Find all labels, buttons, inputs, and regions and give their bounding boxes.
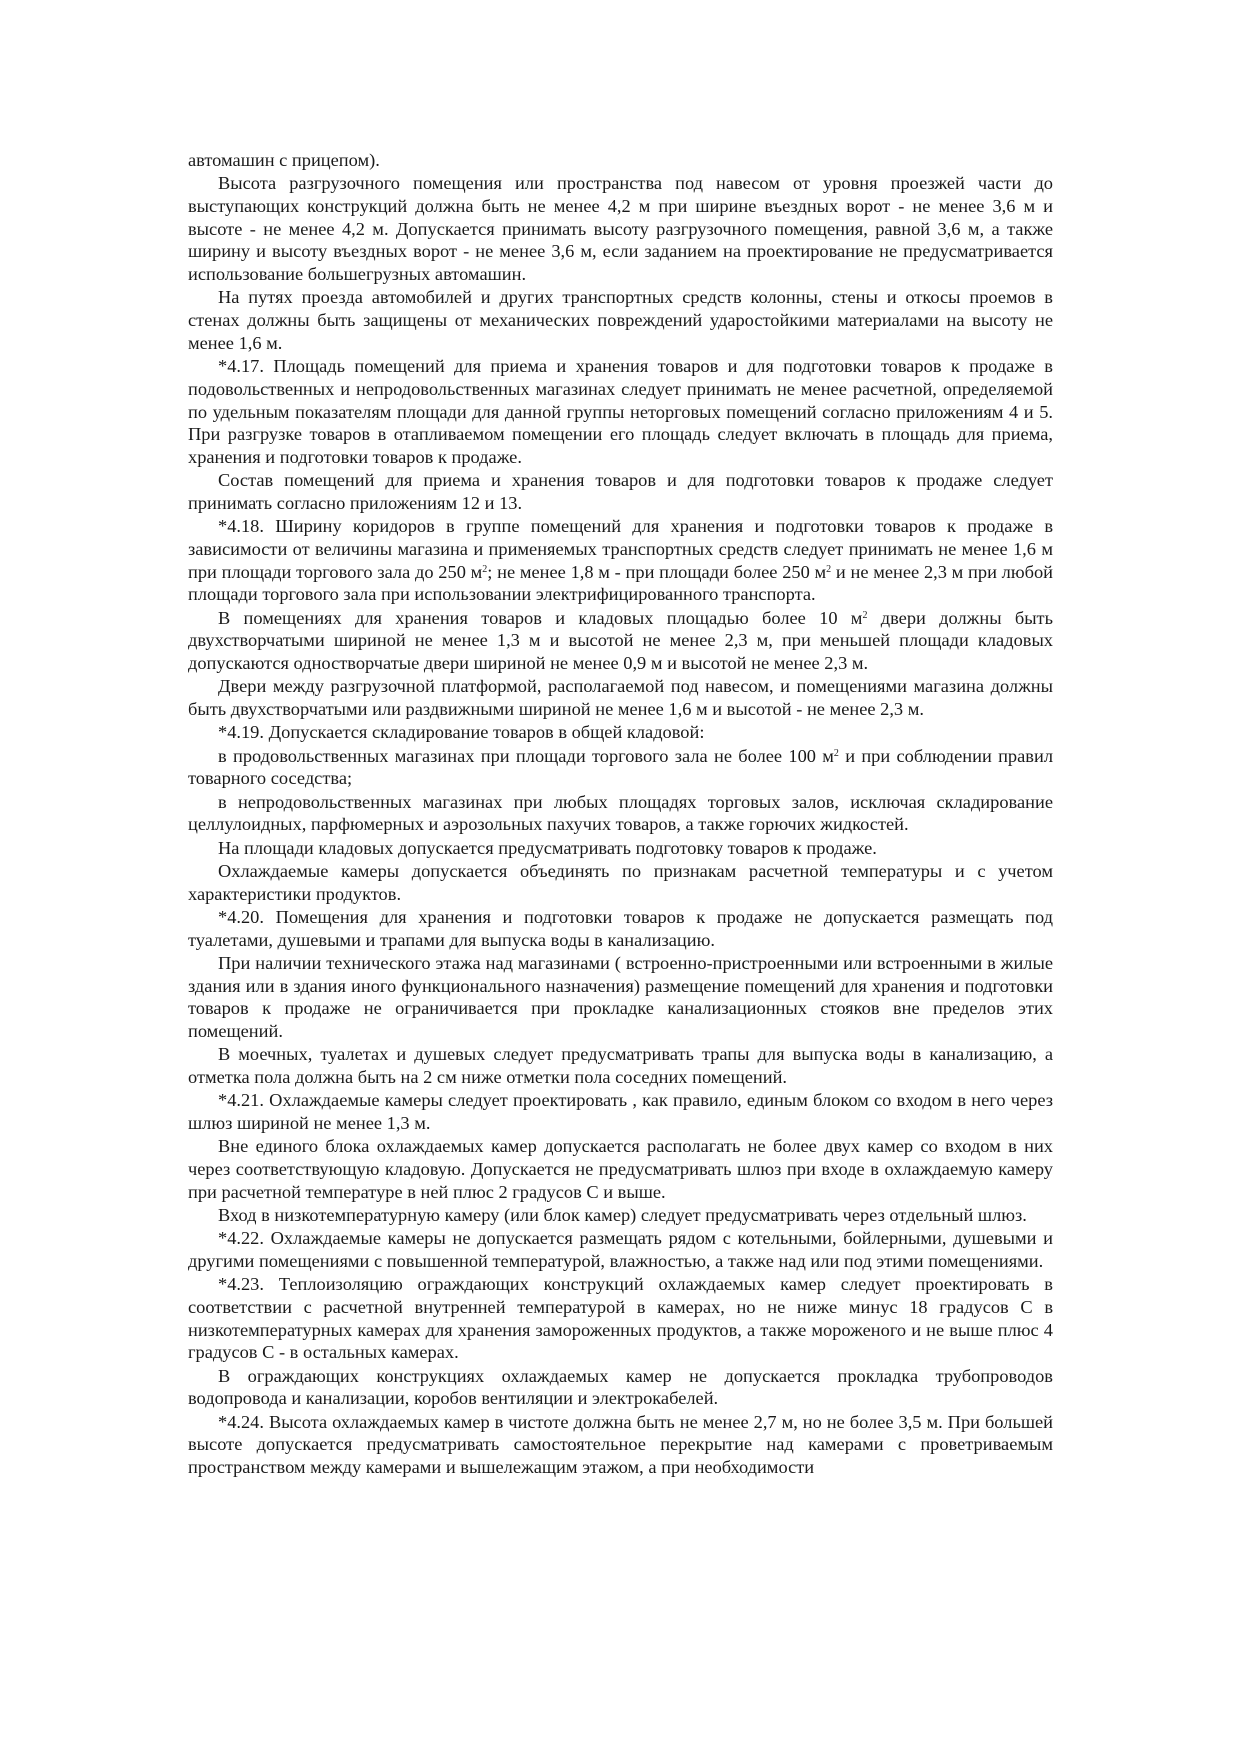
text-segment: в продовольственных магазинах при площади торгового зала не более 100 м [218,745,834,766]
text-segment: В моечных, туалетах и душевых следует предусматривать трапы для выпуска воды в канализацию, а отметка пола должна быть на 2 см ниже отметки пола соседних помещений. [188,1044,1053,1088]
paragraph-p-4-19-prep [188,837,1053,860]
paragraph-p-4-23 [188,1273,1053,1364]
text-segment: ; не менее 1,8 м - при площади более 250 м [487,561,827,582]
paragraph-p-4-20 [188,906,1053,951]
superscript: 2 [862,609,868,621]
paragraph-p-4-17-composition [188,469,1053,514]
text-segment: в непродовольственных магазинах при любых площадях торговых залов, исключая складирование целлулоидных, парфюмерных и аэрозольных пахучих товаров, а также горючих жидкостей. [188,791,1053,835]
text-segment: Двери между разгрузочной платформой, располагаемой под навесом, и помещениями магазина должны быть двухстворчатыми или раздвижными шириной не менее 1,6 м и высотой - не менее 2,3 м. [188,676,1053,720]
text-segment: *4.24. Высота охлаждаемых камер в чистоте должна быть не менее 2,7 м, но не более 3,5 м. При большей высоте допускается предусматривать самостоятельное перекрытие над камерами с проветриваемым пространством между камерами и вышележащим этажом, а при необходимости [188,1411,1053,1478]
paragraph-p-4-18-platform-doors [188,675,1053,720]
paragraph-p-4-20-tech-floor [188,952,1053,1043]
text-segment: двери должны быть двухстворчатыми шириной не менее 1,3 м и высотой не менее 2,3 м, при меньшей площади кладовых допускаются одностворчатые двери шириной не менее 0,9 м и высотой не менее 2,3 м. [188,607,1053,674]
text-segment: На путях проезда автомобилей и других транспортных средств колонны, стены и откосы проемов в стенах должны быть защищены от механических повреждений ударостойкими материалами на высоту не менее 1,6 м. [188,287,1053,353]
paragraph-p-4-19-cooling [188,860,1053,905]
paragraph-vehicle-paths [188,286,1053,354]
paragraph-cont [188,149,1053,172]
text-segment: На площади кладовых допускается предусматривать подготовку товаров к продаже. [218,837,877,858]
text-segment: Состав помещений для приема и хранения товаров и для подготовки товаров к продаже следует принимать согласно приложениям 12 и 13. [188,470,1053,513]
superscript: 2 [833,747,839,759]
text-segment: Вход в низкотемпературную камеру (или блок камер) следует предусматривать через отдельный шлюз. [218,1205,1027,1226]
text-segment: автомашин с прицепом). [188,150,380,170]
text-segment: *4.23. Теплоизоляцию ограждающих конструкций охлаждаемых камер следует проектировать в соответствии с расчетной внутренней температурой в камерах, но не ниже минус 18 градусов С в низкотемпературных камерах для хранения замороженных продуктов, а также мороженого и не выше плюс 4 градусов С - в остальных камерах. [188,1274,1053,1363]
text-segment: Высота разгрузочного помещения или пространства под навесом от уровня проезжей части до выступающих конструкций должна быть не менее 4,2 м при ширине въездных ворот - не менее 3,6 м и высоте - не менее 4,2 м. Допускается принимать высоту разгрузочного помещения, равной 3,6 м, а также ширину и высоту въездных ворот - не менее 3,6 м, если заданием на проектирование не предусматривается использование большегрузных автомашин. [188,173,1053,285]
superscript: 2 [826,563,832,575]
text-segment: В помещениях для хранения товаров и кладовых площадью более 10 м [218,607,863,628]
text-segment: *4.22. Охлаждаемые камеры не допускается размещать рядом с котельными, бойлерными, душевыми и другими помещениями с повышенной температурой, влажностью, а также над или под этими помещениями. [188,1228,1053,1272]
paragraph-p-4-21-outside [188,1135,1053,1203]
paragraph-p-4-23-pipes [188,1365,1053,1410]
paragraph-p-4-19 [188,721,1053,744]
text-segment: В ограждающих конструкциях охлаждаемых камер не допускается прокладка трубопроводов водопровода и канализации, коробов вентиляции и электрокабелей. [188,1365,1053,1409]
superscript: 2 [482,563,488,575]
text-segment: Охлаждаемые камеры допускается объединять по признакам расчетной температуры и с учетом характеристики продуктов. [188,860,1053,904]
text-segment: *4.19. Допускается складирование товаров в общей кладовой: [218,722,705,743]
paragraph-p-4-24 [188,1411,1053,1479]
paragraph-p-4-19-food [188,745,1053,790]
paragraph-unload-height [188,172,1053,286]
paragraph-p-4-20-drains [188,1043,1053,1088]
text-segment: *4.17. Площадь помещений для приема и хранения товаров и для подготовки товаров к продаже в подовольственных и непродовольственных магазинах следует принимать не менее расчетной, определяемой по удельным показателям площади для данной группы неторговых помещений согласно приложениям 4 и 5. При разгрузке товаров в отапливаемом помещении его площадь следует включать в площадь для приема, хранения и подготовки товаров к продаже. [188,356,1053,467]
text-segment: *4.18. Ширину коридоров в группе помещений для хранения и подготовки товаров к продаже в зависимости от величины магазина и применяемых транспортных средств следует принимать не менее 1,6 м при площади торгового зала до 250 м [188,516,1053,582]
text-segment: и при соблюдении правил товарного соседства; [188,745,1053,789]
paragraph-p-4-21-lowtemp [188,1204,1053,1227]
text-segment: и не менее 2,3 м при любой площади торгового зала при использовании электрифицированного транспорта. [188,561,1053,605]
paragraph-p-4-18 [188,515,1053,606]
paragraph-p-4-22 [188,1227,1053,1272]
text-segment: *4.21. Охлаждаемые камеры следует проектировать , как правило, единым блоком со входом в него через шлюз шириной не менее 1,3 м. [188,1090,1053,1134]
document-page [188,149,1053,1479]
paragraph-p-4-21 [188,1089,1053,1134]
paragraph-p-4-19-nonfood [188,791,1053,836]
paragraph-p-4-17 [188,355,1053,469]
paragraph-p-4-18-doors [188,607,1053,675]
text-segment: Вне единого блока охлаждаемых камер допускается располагать не более двух камер со входом в них через соответствующую кладовую. Допускается не предусматривать шлюз при входе в охлаждаемую камеру при расчетной температуре в ней плюс 2 градусов С и выше. [188,1136,1053,1202]
text-segment: *4.20. Помещения для хранения и подготовки товаров к продаже не допускается размещать под туалетами, душевыми и трапами для выпуска воды в канализацию. [188,906,1053,950]
text-segment: При наличии технического этажа над магазинами ( встроенно-пристроенными или встроенными в жилые здания или в здания иного функционального назначения) размещение помещений для хранения и подготовки товаров к продаже не ограничивается при прокладке канализационных стояков вне пределов этих помещений. [188,952,1053,1042]
